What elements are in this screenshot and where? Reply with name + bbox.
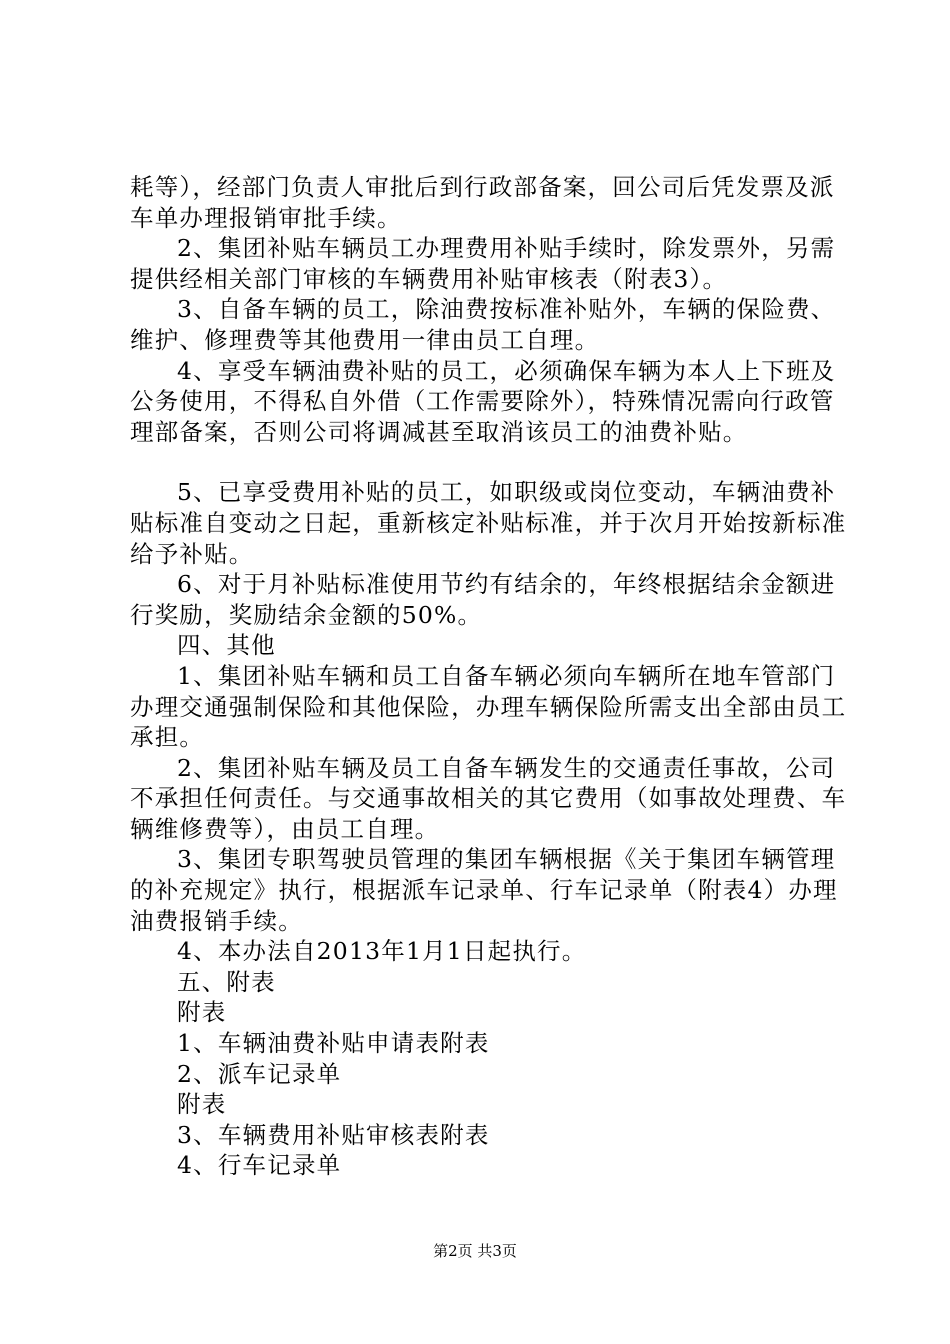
paragraph-item-3: 3、自备车辆的员工，除油费按标准补贴外，车辆的保险费、维护、修理费等其他费用一律由员工自理。: [130, 295, 836, 354]
paragraph-item-5: 5、已享受费用补贴的员工，如职级或岗位变动，车辆油费补贴标准自变动之日起，重新核定补贴标准，并于次月开始按新标准给予补贴。: [130, 478, 847, 568]
paragraph-continuation: 耗等），经部门负责人审批后到行政部备案，回公司后凭发票及派车单办理报销审批手续。: [130, 173, 835, 232]
attachment-item-1: 1、车辆油费补贴申请表附表: [177, 1029, 490, 1058]
attachment-label: 附表: [177, 998, 227, 1027]
section-heading-other: 四、其他: [177, 631, 276, 660]
paragraph-other-2: 2、集团补贴车辆及员工自备车辆发生的交通责任事故，公司不承担任何责任。与交通事故相关的其它费用（如事故处理费、车辆维修费等），由员工自理。: [130, 753, 847, 843]
page-number-footer: 第2页 共3页: [433, 1242, 517, 1260]
attachment-item-4: 4、行车记录单: [177, 1151, 342, 1180]
paragraph-other-4: 4、本办法自2013年1月1日起执行。: [177, 937, 587, 966]
paragraph-item-4: 4、享受车辆油费补贴的员工，必须确保车辆为本人上下班及公务使用，不得私自外借（工作需要除外），特殊情况需向行政管理部备案，否则公司将调减甚至取消该员工的油费补贴。: [130, 356, 836, 446]
paragraph-item-2: 2、集团补贴车辆员工办理费用补贴手续时，除发票外，另需提供经相关部门审核的车辆费用补贴审核表（附表3）。: [130, 234, 836, 293]
section-heading-attachments: 五、附表: [177, 967, 276, 996]
attachment-item-2: 2、派车记录单: [177, 1059, 342, 1088]
paragraph-other-3: 3、集团专职驾驶员管理的集团车辆根据《关于集团车辆管理的补充规定》执行，根据派车记录单、行车记录单（附表4）办理油费报销手续。: [130, 845, 838, 935]
attachment-label: 附表: [177, 1090, 227, 1119]
attachment-item-3: 3、车辆费用补贴审核表附表: [177, 1120, 490, 1149]
paragraph-other-1: 1、集团补贴车辆和员工自备车辆必须向车辆所在地车管部门办理交通强制保险和其他保险，办理车辆保险所需支出全部由员工承担。: [130, 661, 847, 752]
paragraph-item-6: 6、对于月补贴标准使用节约有结余的，年终根据结余金额进行奖励，奖励结余金额的50%。: [130, 570, 836, 629]
document-body: [130, 172, 850, 1181]
